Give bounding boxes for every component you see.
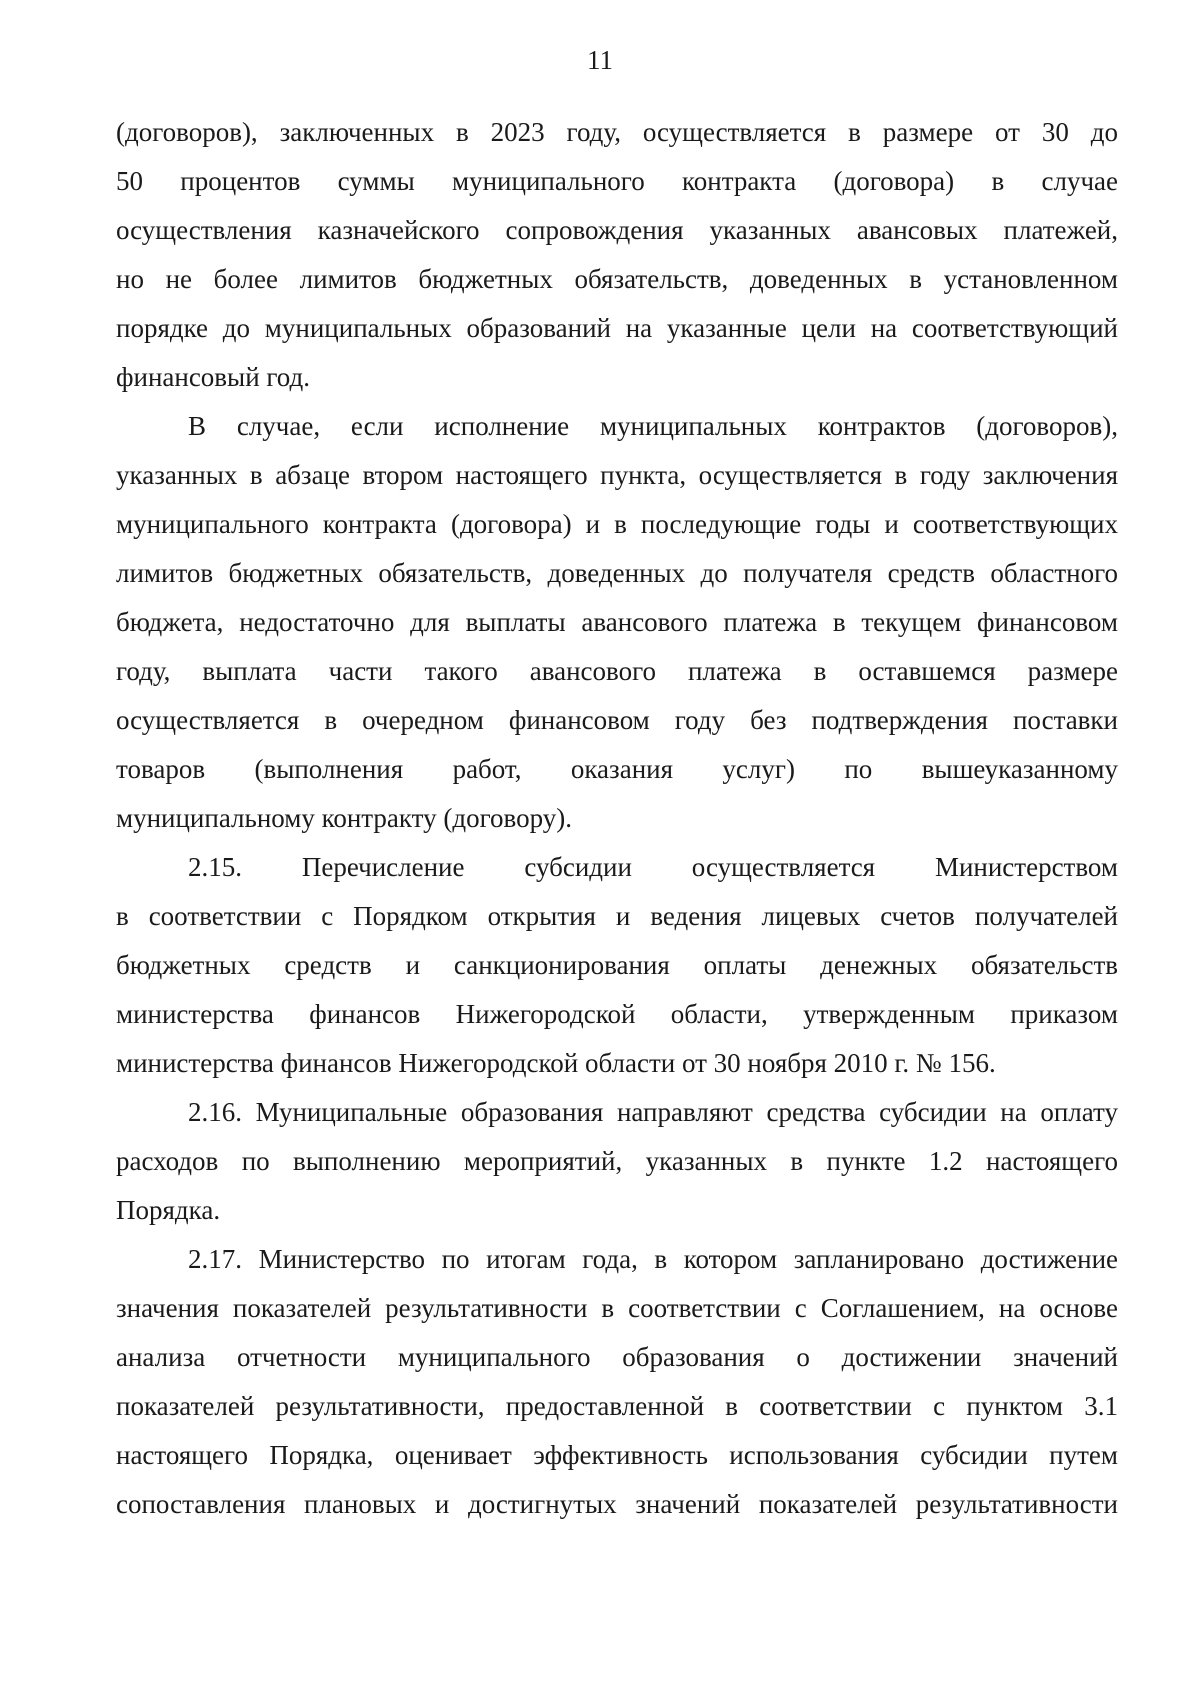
text-line: но не более лимитов бюджетных обязательств, доведенных в установленном <box>116 264 1118 294</box>
text-line: (договоров), заключенных в 2023 году, осуществляется в размере от 30 до <box>116 117 1118 147</box>
paragraph <box>116 108 1118 402</box>
text-line: муниципальному контракту (договору). <box>116 803 572 833</box>
text-line: году, выплата части такого авансового платежа в оставшемся размере <box>116 656 1118 686</box>
text-line: 2.17. Министерство по итогам года, в котором запланировано достижение <box>188 1244 1118 1274</box>
text-line: показателей результативности, предоставленной в соответствии с пунктом 3.1 <box>116 1391 1118 1421</box>
paragraph <box>116 1088 1118 1235</box>
paragraph <box>116 402 1118 843</box>
text-line: 50 процентов суммы муниципального контракта (договора) в случае <box>116 166 1118 196</box>
text-line: сопоставления плановых и достигнутых значений показателей результативности <box>116 1489 1118 1519</box>
text-line: министерства финансов Нижегородской области от 30 ноября 2010 г. № 156. <box>116 1048 996 1078</box>
paragraph <box>116 843 1118 1088</box>
document-body <box>116 108 1118 1529</box>
text-line: 2.15. Перечисление субсидии осуществляется Министерством <box>188 852 1118 882</box>
text-line: бюджетных средств и санкционирования оплаты денежных обязательств <box>116 950 1118 980</box>
text-line: лимитов бюджетных обязательств, доведенных до получателя средств областного <box>116 558 1118 588</box>
text-line: порядке до муниципальных образований на указанные цели на соответствующий <box>116 313 1118 343</box>
text-line: осуществляется в очередном финансовом году без подтверждения поставки <box>116 705 1118 735</box>
text-line: указанных в абзаце втором настоящего пункта, осуществляется в году заключения <box>116 460 1118 490</box>
text-line: министерства финансов Нижегородской области, утвержденным приказом <box>116 999 1118 1029</box>
paragraph <box>116 1235 1118 1529</box>
text-line: анализа отчетности муниципального образования о достижении значений <box>116 1342 1118 1372</box>
text-line: муниципального контракта (договора) и в последующие годы и соответствующих <box>116 509 1118 539</box>
text-line: финансовый год. <box>116 362 311 392</box>
text-line: в соответствии с Порядком открытия и ведения лицевых счетов получателей <box>116 901 1118 931</box>
text-line: товаров (выполнения работ, оказания услуг) по вышеуказанному <box>116 754 1118 784</box>
text-line: расходов по выполнению мероприятий, указанных в пункте 1.2 настоящего <box>116 1146 1118 1176</box>
text-line: значения показателей результативности в соответствии с Соглашением, на основе <box>116 1293 1118 1323</box>
text-line: осуществления казначейского сопровождения указанных авансовых платежей, <box>116 215 1118 245</box>
text-line: настоящего Порядка, оценивает эффективность использования субсидии путем <box>116 1440 1118 1470</box>
page-number: 11 <box>587 45 613 75</box>
text-line: В случае, если исполнение муниципальных контрактов (договоров), <box>188 411 1118 441</box>
text-line: бюджета, недостаточно для выплаты авансового платежа в текущем финансовом <box>116 607 1118 637</box>
text-line: 2.16. Муниципальные образования направляют средства субсидии на оплату <box>188 1097 1118 1127</box>
text-line: Порядка. <box>116 1195 221 1225</box>
